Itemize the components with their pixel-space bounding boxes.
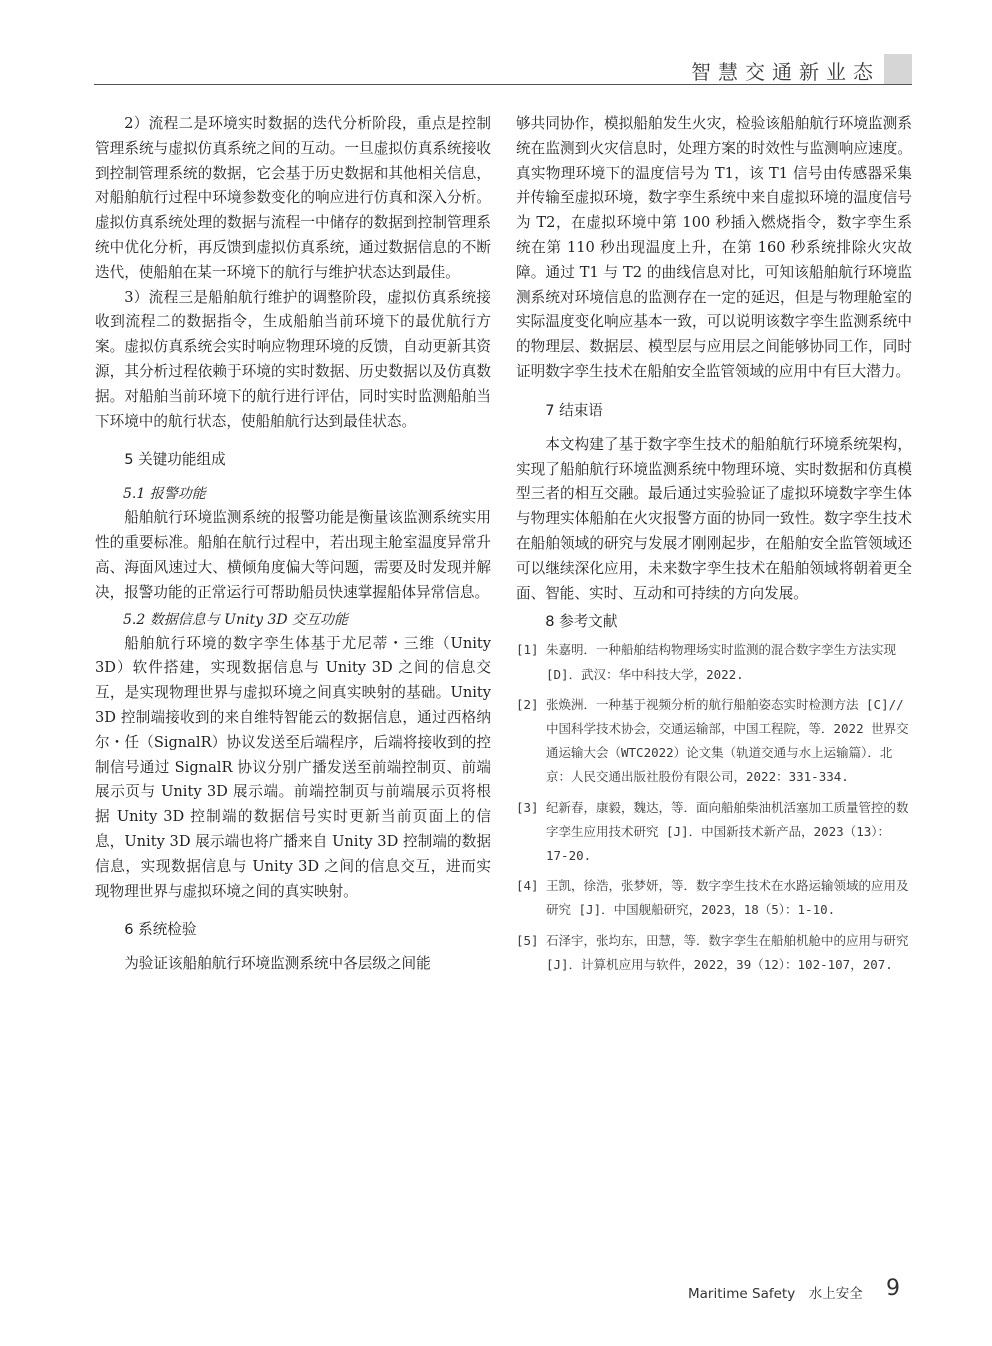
heading-section-5-2: 5.2 数据信息与 Unity 3D 交互功能 [123,611,349,628]
reference-text: 王凯，徐浩，张梦妍，等．数字孪生技术在水路运输领域的应用及研究 [J]．中国舰船研究，2023，18（5）：1-10. [546,878,909,918]
section-header-title: 智慧交通新业态 [691,60,880,84]
reference-item [516,874,912,922]
page-footer [660,1276,910,1304]
footer-journal-name: Maritime Safety 水上安全 [688,1286,863,1302]
reference-number: [3] [516,799,539,815]
reference-text: 张焕洲．一种基于视频分析的航行船舶姿态实时检测方法 [C]// 中国科学技术协会，交通运输部，中国工程院，等．2022 世界交通运输大会（WTC2022）论文集（轨道交通与水上运输篇）．北京：人民交通出版社股份有限公司，2022：331-334. [546,696,909,785]
heading-references: 8 参考文献 [545,613,618,631]
header-decor-block [884,54,912,84]
reference-number: [2] [516,696,539,712]
paragraph-alarm-function: 船舶航行环境监测系统的报警功能是衡量该监测系统实用性的重要标准。船舶在航行过程中，若出现主舱室温度异常升高、海面风速过大、横倾角度偏大等问题，需要及时发现并解决，报警功能的正常运行可帮助船员快速掌握船体异常信息。 [95,509,491,601]
reference-text: 朱嘉明．一种船舶结构物理场实时监测的混合数字孪生方法实现 [D]．武汉：华中科技大学，2022. [546,642,897,682]
reference-number: [5] [516,932,539,948]
header-rule [94,84,912,85]
reference-number: [4] [516,878,539,894]
reference-item [516,796,912,869]
page-number: 9 [886,1276,900,1301]
reference-text: 纪新春，康毅，魏达，等．面向船舶柴油机活塞加工质量管控的数字孪生应用技术研究 [J]．中国新技术新产品，2023（13）：17-20. [546,799,909,863]
paragraph-system-test-cont: 够共同协作，模拟船舶发生火灾，检验该船舶航行环境监测系统在监测到火灾信息时，处理方案的时效性与监测响应速度。真实物理环境下的温度信号为 T1，该 T1 信号由传感器采集并传输至虚拟环境，数字孪生系统中来自虚拟环境的温度信号为 T2，在虚拟环境中第 100 秒插入燃烧指令，数字孪生系统在第 110 秒出现温度上升，在第 160 秒系统排除火灾故障。通过 T1 与 T2 的曲线信息对比，可知该船舶航行环境监测系统对环境信息的监测存在一定的延迟，但是与物理舱室的实际温度变化响应基本一致，可以说明该数字孪生监测系统中的物理层、数据层、模型层与应用层之间能够协同工作，同时证明数字孪生技术在船舶安全监管领域的应用中有巨大潜力。 [516,115,912,380]
reference-number: [1] [516,642,539,658]
reference-item [516,929,912,977]
heading-section-6: 6 系统检验 [124,921,197,939]
paragraph-process-two: 2）流程二是环境实时数据的迭代分析阶段，重点是控制管理系统与虚拟仿真系统之间的互动。一旦虚拟仿真系统接收到控制管理系统的数据，它会基于历史数据和其他相关信息，对船舶航行过程中环境参数变化的响应进行仿真和深入分析。虚拟仿真系统处理的数据与流程一中储存的数据到控制管理系统中优化分析，再反馈到虚拟仿真系统，通过数据信息的不断迭代，使船舶在某一环境下的航行与维护状态达到最佳。 [95,115,491,281]
paragraph-system-test-start: 为验证该船舶航行环境监测系统中各层级之间能 [124,955,431,973]
paragraph-unity-interaction: 船舶航行环境的数字孪生体基于尤尼蒂・三维（Unity 3D）软件搭建，实现数据信息与 Unity 3D 之间的信息交互，是实现物理世界与虚拟环境之间真实映射的基础。Unity 3D 控制端接收到的来自维特智能云的数据信息，通过西格纳尔・任（SignalR）协议发送至后端程序，后端将接收到的控制信号通过 SignalR 协议分别广播发送至前端控制页、前端展示页与 Unity 3D 展示端。前端控制页与前端展示页将根据 Unity 3D 控制端的数据信号实时更新当前页面上的信息，Unity 3D 展示端也将广播来自 Unity 3D 控制端的数据信息，实现数据信息与 Unity 3D 之间的信息交互，进而实现物理世界与虚拟环境之间的真实映射。 [95,634,491,900]
left-column [95,112,491,977]
heading-section-7: 7 结束语 [545,401,603,419]
paragraph-conclusion: 本文构建了基于数字孪生技术的船舶航行环境系统架构，实现了船舶航行环境监测系统中物理环境、实时数据和仿真模型三者的相互交融。最后通过实验验证了虚拟环境数字孪生体与物理实体船舶在火灾报警方面的协同一致性。数字孪生技术在船舶领域的研究与发展才刚刚起步，在船舶安全监管领域还可以继续深化应用，未来数字孪生技术在船舶领域将朝着更全面、智能、实时、互动和可持续的方向发展。 [516,435,912,602]
paragraph-process-three: 3）流程三是船舶航行维护的调整阶段，虚拟仿真系统接收到流程二的数据指令，生成船舶当前环境下的最优航行方案。虚拟仿真系统会实时响应物理环境的反馈，自动更新其资源，其分析过程依赖于环境的实时数据、历史数据以及仿真数据。对船舶当前环境下的航行进行评估，同时实时监测船舶当下环境中的航行状态，使船舶航行达到最佳状态。 [95,288,491,430]
reference-list [516,638,912,977]
heading-section-5-1: 5.1 报警功能 [123,486,206,503]
reference-text: 石泽宇，张均东，田慧，等．数字孪生在船舶机舱中的应用与研究 [J]．计算机应用与软件，2022，39（12）：102-107，207. [546,932,909,972]
reference-item [516,638,912,686]
heading-section-5: 5 关键功能组成 [124,451,226,469]
right-column [516,112,912,983]
reference-item [516,693,912,790]
